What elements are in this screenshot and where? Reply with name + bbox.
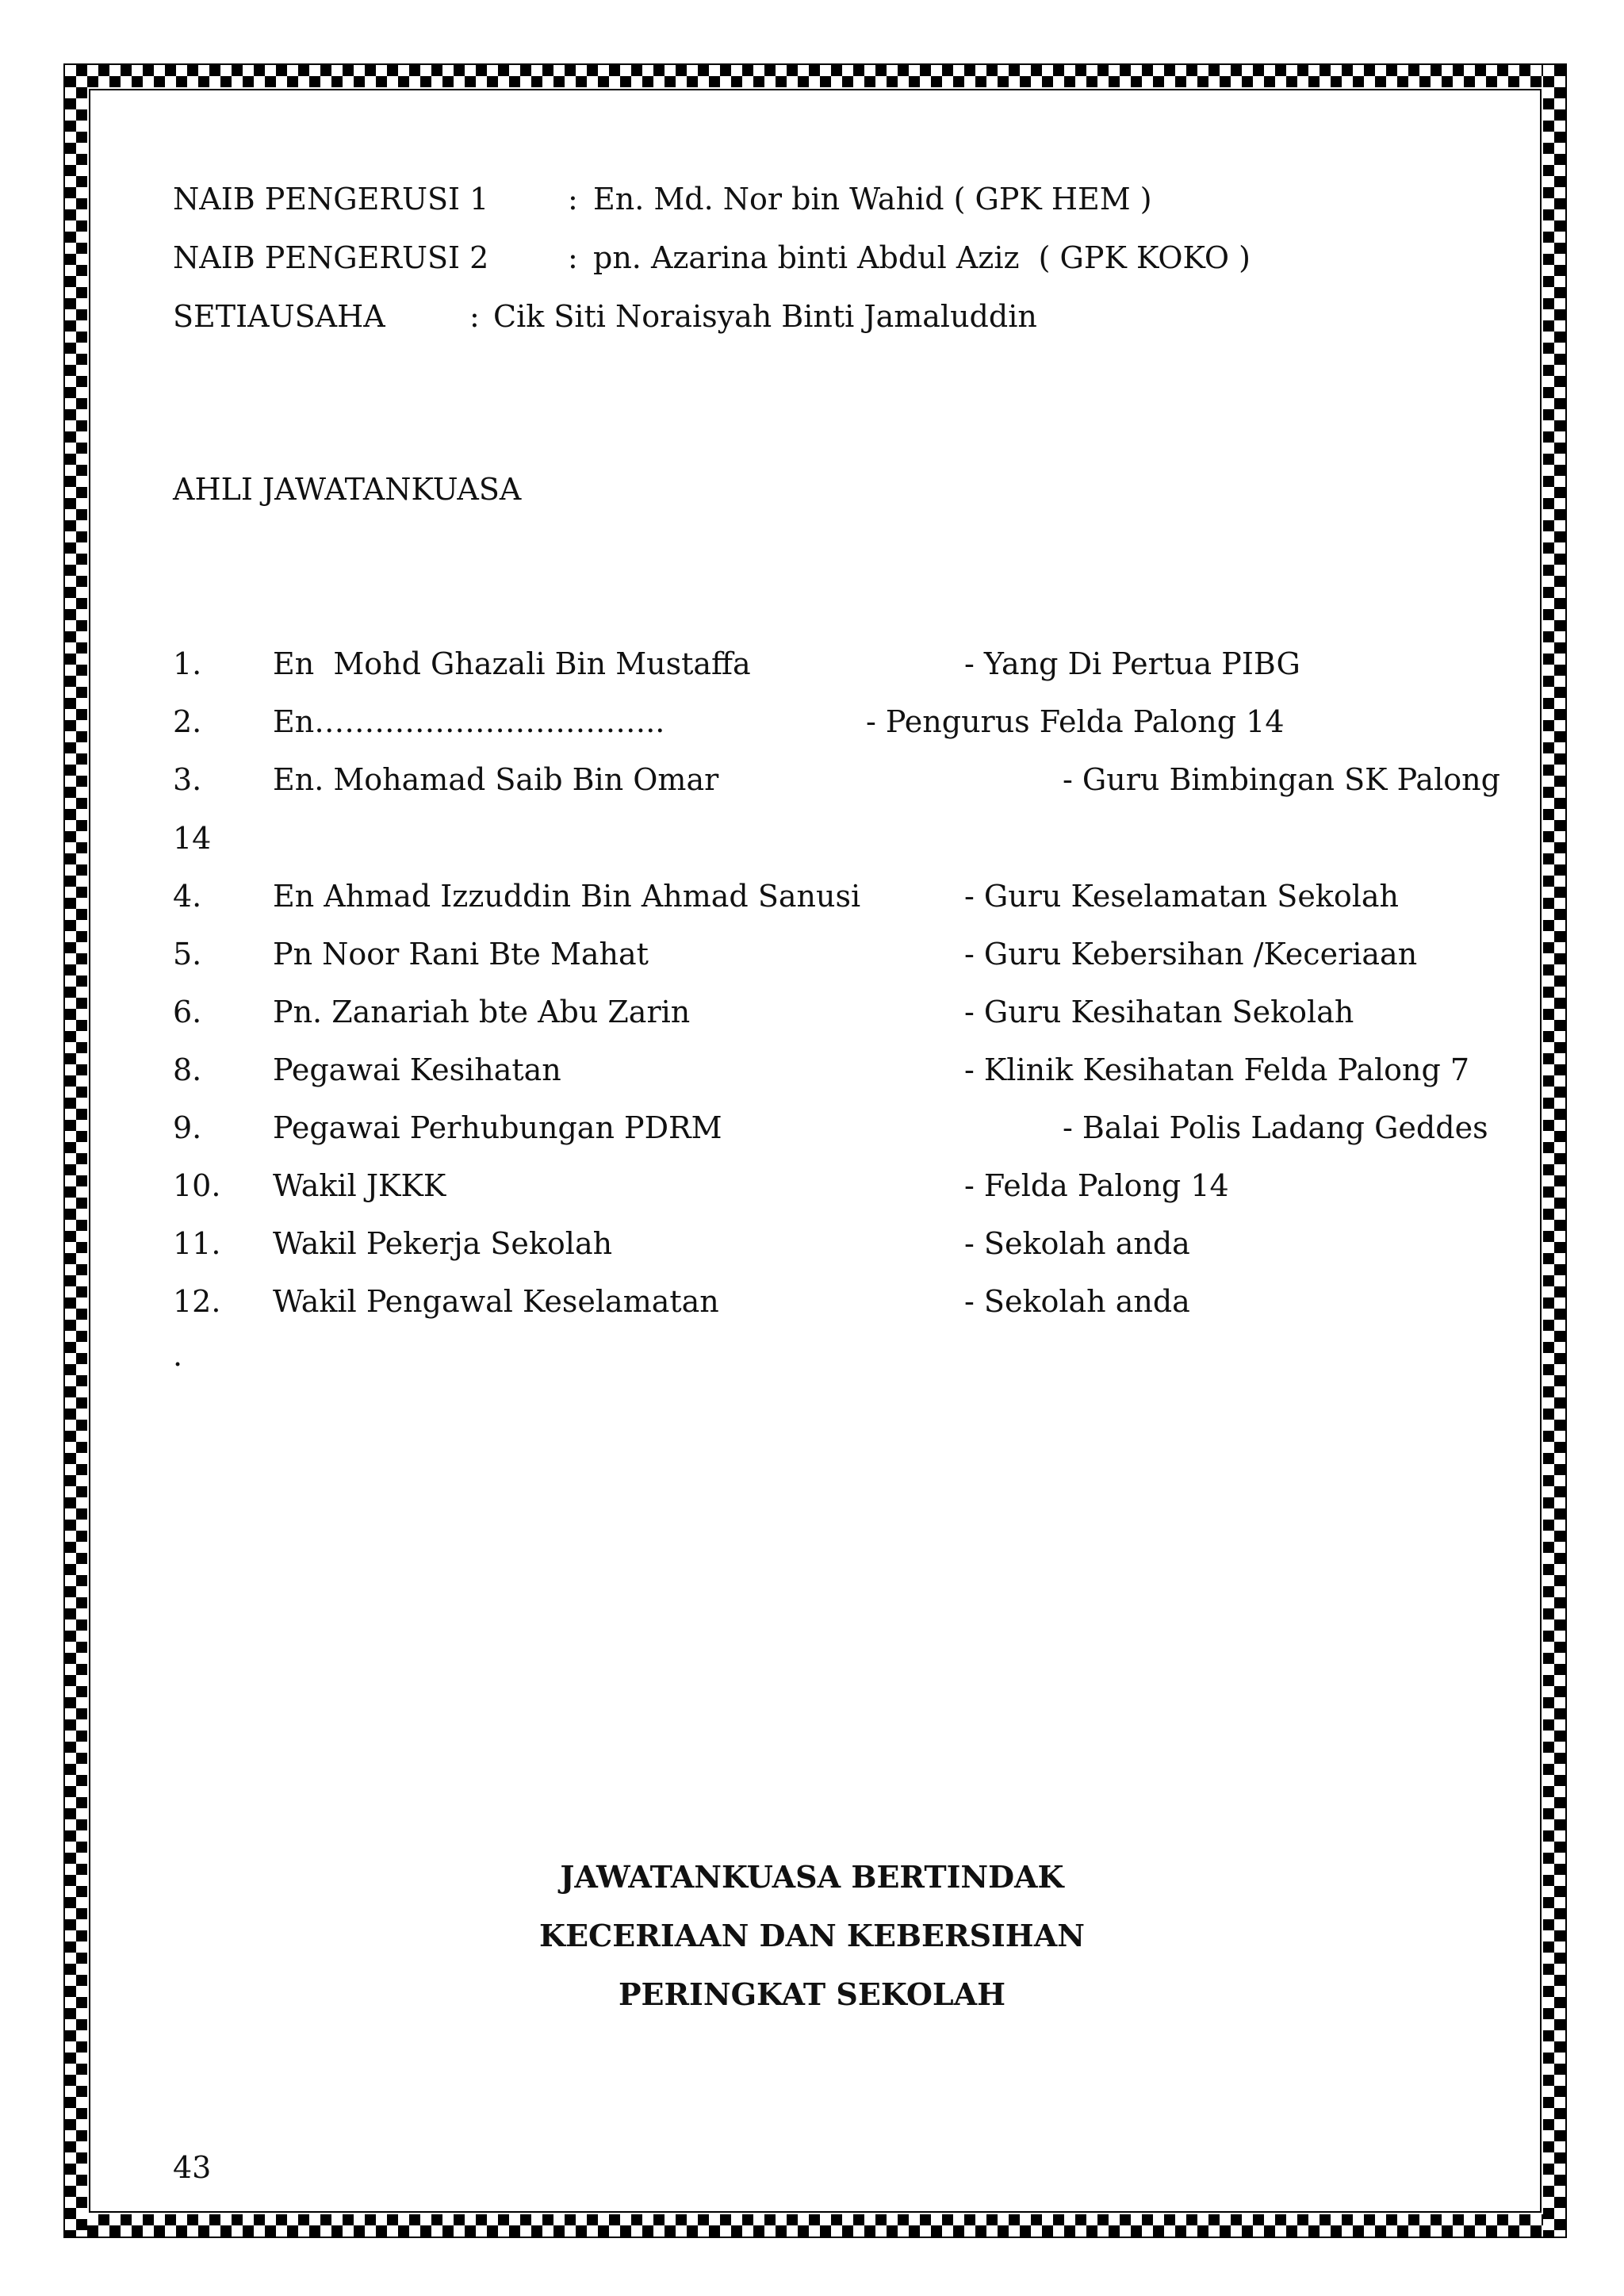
member-name: Pegawai Perhubungan PDRM (273, 1110, 722, 1145)
member-number: 9. (173, 1110, 202, 1145)
officer-sep: : (469, 299, 480, 334)
member-role: - Klinik Kesihatan Felda Palong 7 (964, 1052, 1470, 1087)
member-role: - Pengurus Felda Palong 14 (866, 704, 1285, 739)
member-number: 1. (173, 646, 202, 681)
page-number: 43 (173, 2150, 212, 2185)
member-role: - Guru Keselamatan Sekolah (964, 879, 1399, 914)
member-role: - Felda Palong 14 (964, 1168, 1229, 1203)
member-name: Pegawai Kesihatan (273, 1052, 561, 1087)
border-left (65, 65, 87, 2237)
member-name: En Ahmad Izzuddin Bin Ahmad Sanusi (273, 879, 861, 914)
heading-line: PERINGKAT SEKOLAH (618, 1976, 1006, 2012)
member-name: Pn. Zanariah bte Abu Zarin (273, 995, 691, 1029)
heading-line: KECERIAAN DAN KEBERSIHAN (539, 1918, 1085, 1953)
officer-sep: : (568, 240, 578, 275)
member-number: 10. (173, 1168, 221, 1203)
member-name: Wakil Pengawal Keselamatan (273, 1284, 719, 1319)
officer-role: NAIB PENGERUSI 2 (173, 240, 489, 275)
member-name: En. Mohamad Saib Bin Omar (273, 762, 719, 797)
border-right (1543, 65, 1565, 2237)
member-role: - Yang Di Pertua PIBG (964, 646, 1300, 681)
officer-role: SETIAUSAHA (173, 299, 385, 334)
member-role: - Sekolah anda (964, 1284, 1190, 1319)
member-number: 12. (173, 1284, 221, 1319)
member-name: En…………………………….. (273, 704, 665, 739)
member-role: - Guru Kebersihan /Keceriaan (964, 937, 1418, 972)
border-top (65, 65, 1565, 87)
member-number: 2. (173, 704, 202, 739)
member-role-wrap: 14 (173, 821, 212, 856)
member-number: 11. (173, 1226, 221, 1261)
committee-title: AHLI JAWATANKUASA (173, 472, 522, 507)
member-role: - Balai Polis Ladang Geddes (1063, 1110, 1488, 1145)
member-name: Wakil JKKK (273, 1168, 446, 1203)
member-role: - Guru Kesihatan Sekolah (964, 995, 1354, 1029)
officer-name: Cik Siti Noraisyah Binti Jamaluddin (493, 299, 1037, 334)
border-outline (63, 63, 1567, 2238)
member-name: Pn Noor Rani Bte Mahat (273, 937, 649, 972)
member-name: Wakil Pekerja Sekolah (273, 1226, 613, 1261)
member-number: 6. (173, 995, 202, 1029)
officer-name: pn. Azarina binti Abdul Aziz ( GPK KOKO ) (593, 240, 1251, 275)
member-number: 4. (173, 879, 202, 914)
trailing-dot: . (173, 1338, 183, 1373)
member-role: - Guru Bimbingan SK Palong (1063, 762, 1500, 797)
officer-name: En. Md. Nor bin Wahid ( GPK HEM ) (593, 182, 1152, 217)
member-name: En Mohd Ghazali Bin Mustaffa (273, 646, 751, 681)
member-number: 5. (173, 937, 202, 972)
member-number: 3. (173, 762, 202, 797)
officer-role: NAIB PENGERUSI 1 (173, 182, 489, 217)
member-number: 8. (173, 1052, 202, 1087)
heading-line: JAWATANKUASA BERTINDAK (560, 1859, 1064, 1895)
border-bottom (65, 2214, 1565, 2237)
member-role: - Sekolah anda (964, 1226, 1190, 1261)
officer-sep: : (568, 182, 578, 217)
